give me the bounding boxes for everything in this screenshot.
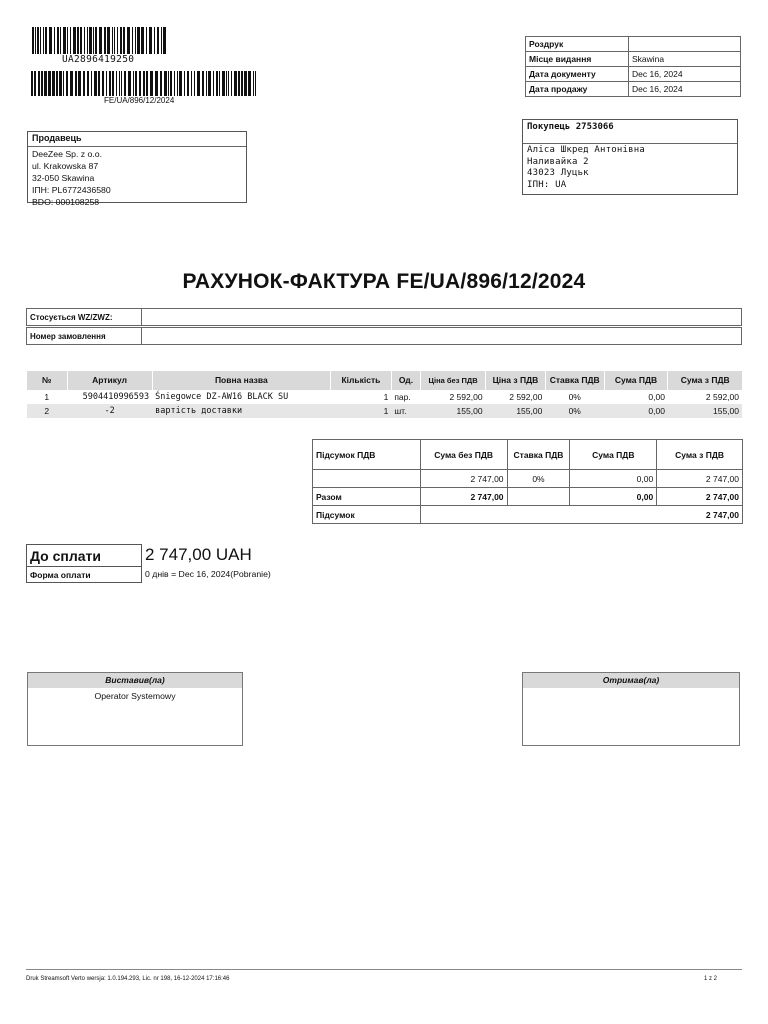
document-title: РАХУНОК-ФАКТУРА FE/UA/896/12/2024	[182, 270, 586, 293]
item-gross-sum: 155,00	[668, 404, 742, 418]
barcode-bar	[139, 71, 141, 96]
issue-info-row	[526, 37, 741, 52]
barcode-bar	[241, 71, 243, 96]
print-label: Роздрук	[526, 37, 629, 52]
issue-place-value: Skawina	[629, 52, 741, 67]
barcode-bar	[67, 27, 68, 54]
seller-line: ІПН: PL6772436580	[32, 185, 111, 195]
barcode-bar	[206, 71, 207, 96]
barcode-bar	[80, 27, 82, 54]
summary-header-row	[313, 440, 743, 470]
barcode-bar	[123, 27, 125, 54]
barcode-bar	[222, 71, 225, 96]
barcode-bar	[146, 71, 148, 96]
issued-by-title: Виставив(ла)	[28, 673, 242, 688]
barcode-bar	[213, 71, 214, 96]
col-name-header: Повна назва	[152, 371, 330, 390]
item-vat-sum: 0,00	[604, 404, 668, 418]
barcode-bar	[248, 71, 251, 96]
col-vat-rate-header: Ставка ПДВ	[545, 371, 604, 390]
barcode-bar	[44, 71, 47, 96]
col-net-price-header: Ціна без ПДВ	[421, 371, 486, 390]
barcode-bar	[202, 71, 204, 96]
issue-info-row	[526, 82, 741, 97]
wz-reference-label: Стосується WZ/ZWZ:	[27, 309, 142, 326]
barcode-bar	[95, 27, 97, 54]
barcode-document-id	[32, 27, 172, 54]
payment-form-value: 0 днів = Dec 16, 2024(Pobranie)	[145, 569, 271, 579]
barcode-bar	[41, 71, 43, 96]
barcode-bar	[87, 27, 88, 54]
summary-total-gross: 2 747,00	[657, 488, 743, 506]
summary-rate-header: Ставка ПДВ	[507, 440, 570, 470]
barcode-bar	[194, 71, 195, 96]
issue-info-row	[526, 67, 741, 82]
buyer-line: ІПН: UA	[527, 179, 567, 190]
col-gross-sum-header: Сума з ПДВ	[668, 371, 742, 390]
barcode-bar	[87, 71, 89, 96]
wz-reference-value	[142, 309, 742, 326]
barcode-bar	[94, 71, 97, 96]
issue-info-row	[526, 52, 741, 67]
barcode-document-id-text: UA2896419250	[62, 54, 135, 65]
barcode-invoice-number	[31, 71, 262, 96]
barcode-bar	[109, 71, 111, 96]
summary-rate-row	[313, 470, 743, 488]
barcode-bar	[164, 71, 167, 96]
barcode-bar	[244, 71, 247, 96]
table-row	[27, 390, 743, 404]
barcode-bar	[49, 27, 52, 54]
barcode-bar	[132, 27, 133, 54]
item-gross-price: 155,00	[486, 404, 546, 418]
barcode-bar	[57, 27, 59, 54]
barcode-bar	[141, 27, 144, 54]
print-value	[629, 37, 741, 52]
barcode-bar	[116, 71, 117, 96]
barcode-bar	[133, 71, 134, 96]
barcode-bar	[187, 71, 189, 96]
item-vat-rate: 0%	[545, 404, 604, 418]
reference-table	[26, 308, 742, 326]
barcode-bar	[154, 27, 155, 54]
col-vat-sum-header: Сума ПДВ	[604, 371, 668, 390]
summary-vat-header: Сума ПДВ	[570, 440, 657, 470]
received-by-box	[522, 672, 740, 746]
buyer-line: 43023 Луцьк	[527, 168, 589, 178]
document-date-label: Дата документу	[526, 67, 629, 82]
barcode-bar	[255, 71, 256, 96]
summary-sum-row	[313, 506, 743, 524]
barcode-bar	[78, 71, 81, 96]
barcode-bar	[184, 71, 185, 96]
barcode-bar	[60, 27, 61, 54]
barcode-bar	[179, 71, 182, 96]
item-gross-sum: 2 592,00	[668, 390, 742, 404]
buyer-title: Покупець 2753066	[523, 120, 737, 144]
item-net-price: 2 592,00	[421, 390, 486, 404]
summary-rate-vat: 0,00	[570, 470, 657, 488]
barcode-bar	[150, 71, 153, 96]
summary-sum-label: Підсумок	[313, 506, 421, 524]
barcode-bar	[31, 71, 33, 96]
barcode-bar	[40, 27, 41, 54]
barcode-bar	[191, 71, 192, 96]
page-number: 1 z 2	[704, 976, 718, 982]
item-sku: 5904410996593	[67, 390, 152, 404]
summary-rate-row-empty	[313, 470, 421, 488]
issue-info-table	[525, 36, 741, 97]
barcode-bar	[93, 27, 94, 54]
summary-sum-gross: 2 747,00	[420, 506, 742, 524]
barcode-bar	[112, 27, 113, 54]
barcode-bar	[160, 71, 162, 96]
barcode-bar	[119, 71, 120, 96]
barcode-bar	[219, 71, 220, 96]
sale-date-value: Dec 16, 2024	[629, 82, 741, 97]
barcode-bar	[43, 27, 44, 54]
seller-line: BDO: 000108258	[32, 197, 100, 207]
seller-line: ul. Krakowska 87	[32, 161, 99, 171]
item-net-price: 155,00	[421, 404, 486, 418]
barcode-bar	[48, 71, 51, 96]
item-number: 2	[27, 404, 68, 418]
barcode-bar	[163, 27, 166, 54]
order-number-label: Номер замовлення	[27, 328, 142, 345]
table-row	[27, 404, 743, 418]
reference-row	[27, 328, 742, 345]
document-date-value: Dec 16, 2024	[629, 67, 741, 82]
barcode-bar	[253, 71, 254, 96]
barcode-bar	[34, 71, 36, 96]
barcode-bar	[75, 71, 77, 96]
barcode-bar	[77, 27, 79, 54]
seller-box	[27, 131, 247, 207]
item-sku: -2	[67, 404, 152, 418]
summary-rate-rate: 0%	[507, 470, 570, 488]
summary-total-net: 2 747,00	[420, 488, 507, 506]
summary-rate-net: 2 747,00	[420, 470, 507, 488]
barcode-bar	[127, 27, 130, 54]
col-number-header: №	[27, 371, 68, 390]
items-header-row	[27, 371, 743, 390]
amount-due-value: 2 747,00 UAH	[145, 545, 252, 564]
barcode-bar	[157, 27, 159, 54]
footer-print-info: Druk Streamsoft Verto wersja: 1.0.194.293, Lic. nr 198, 16-12-2024 17:16:46	[26, 976, 230, 982]
item-number: 1	[27, 390, 68, 404]
summary-total-label: Разом	[313, 488, 421, 506]
item-vat-sum: 0,00	[604, 390, 668, 404]
summary-gross-header: Сума з ПДВ	[657, 440, 743, 470]
barcode-bar	[135, 71, 137, 96]
barcode-bar	[83, 71, 85, 96]
barcode-bar	[66, 71, 68, 96]
barcode-bar	[177, 71, 178, 96]
barcode-bar	[161, 27, 162, 54]
barcode-bar	[59, 71, 62, 96]
footer-divider	[26, 969, 742, 970]
barcode-bar	[170, 71, 172, 96]
buyer-box	[522, 119, 738, 195]
barcode-bar	[149, 27, 152, 54]
barcode-bar	[45, 27, 47, 54]
summary-total-rate-empty	[507, 488, 570, 506]
barcode-bar	[37, 27, 39, 54]
issued-by-box	[27, 672, 243, 746]
barcode-bar	[231, 71, 232, 96]
seller-line: 32-050 Skawina	[32, 173, 95, 183]
col-qty-header: Кількість	[331, 371, 392, 390]
barcode-bar	[107, 27, 110, 54]
amount-due-label: До сплати	[27, 545, 142, 567]
barcode-invoice-number-text: FE/UA/896/12/2024	[104, 96, 175, 105]
vat-summary-table	[312, 439, 743, 524]
payment-form-row	[27, 567, 142, 583]
barcode-bar	[174, 71, 175, 96]
item-unit: шт.	[391, 404, 420, 418]
order-number-table	[26, 327, 742, 345]
barcode-bar	[135, 27, 136, 54]
barcode-bar	[120, 27, 122, 54]
barcode-bar	[112, 71, 114, 96]
buyer-line: Аліса Шкред Антонівна	[527, 145, 645, 155]
summary-total-vat: 0,00	[570, 488, 657, 506]
items-table	[26, 371, 742, 418]
barcode-bar	[56, 71, 58, 96]
barcode-bar	[99, 27, 102, 54]
barcode-bar	[106, 71, 107, 96]
item-gross-price: 2 592,00	[486, 390, 546, 404]
barcode-bar	[146, 27, 147, 54]
order-number-value	[142, 328, 742, 345]
barcode-bar	[208, 71, 211, 96]
item-qty: 1	[331, 404, 392, 418]
barcode-bar	[63, 27, 66, 54]
barcode-bar	[234, 71, 237, 96]
barcode-bar	[226, 71, 227, 96]
barcode-bar	[117, 27, 118, 54]
seller-line: DeeZee Sp. z o.o.	[32, 149, 103, 159]
vat-summary-label: Підсумок ПДВ	[313, 440, 421, 470]
barcode-bar	[35, 27, 36, 54]
reference-row	[27, 309, 742, 326]
barcode-bar	[63, 71, 64, 96]
barcode-bar	[128, 71, 131, 96]
payment-due-row	[27, 545, 142, 567]
barcode-bar	[114, 27, 115, 54]
barcode-bar	[89, 27, 92, 54]
item-unit: пар.	[391, 390, 420, 404]
barcode-bar	[52, 71, 55, 96]
barcode-bar	[102, 71, 104, 96]
issued-by-name: Operator Systemowy	[94, 691, 176, 701]
item-vat-rate: 0%	[545, 390, 604, 404]
barcode-bar	[84, 27, 85, 54]
barcode-bar	[54, 27, 55, 54]
item-name: Śniegowce DZ-AW16 BLACK SU	[152, 390, 330, 404]
barcode-bar	[121, 71, 122, 96]
barcode-bar	[228, 71, 229, 96]
barcode-bar	[91, 71, 92, 96]
barcode-bar	[124, 71, 126, 96]
summary-total-row	[313, 488, 743, 506]
barcode-bar	[104, 27, 106, 54]
payment-form-label: Форма оплати	[27, 567, 142, 583]
barcode-bar	[143, 71, 145, 96]
col-unit-header: Од.	[391, 371, 420, 390]
barcode-bar	[38, 71, 40, 96]
barcode-bar	[216, 71, 218, 96]
barcode-bar	[98, 71, 100, 96]
barcode-bar	[168, 71, 169, 96]
barcode-bar	[32, 27, 34, 54]
barcode-bar	[238, 71, 240, 96]
sale-date-label: Дата продажу	[526, 82, 629, 97]
barcode-bar	[70, 27, 71, 54]
col-sku-header: Артикул	[67, 371, 152, 390]
buyer-line: Наливайка 2	[527, 156, 589, 167]
barcode-bar	[70, 71, 73, 96]
issue-place-label: Місце видання	[526, 52, 629, 67]
col-gross-price-header: Ціна з ПДВ	[486, 371, 546, 390]
item-name: вартість доставки	[152, 404, 330, 418]
barcode-bar	[197, 71, 200, 96]
summary-rate-gross: 2 747,00	[657, 470, 743, 488]
barcode-bar	[155, 71, 158, 96]
seller-title: Продавець	[28, 132, 246, 147]
barcode-bar	[73, 27, 76, 54]
received-by-title: Отримав(ла)	[523, 673, 739, 688]
item-qty: 1	[331, 390, 392, 404]
summary-net-header: Сума без ПДВ	[420, 440, 507, 470]
payment-table	[26, 544, 142, 583]
barcode-bar	[137, 27, 140, 54]
